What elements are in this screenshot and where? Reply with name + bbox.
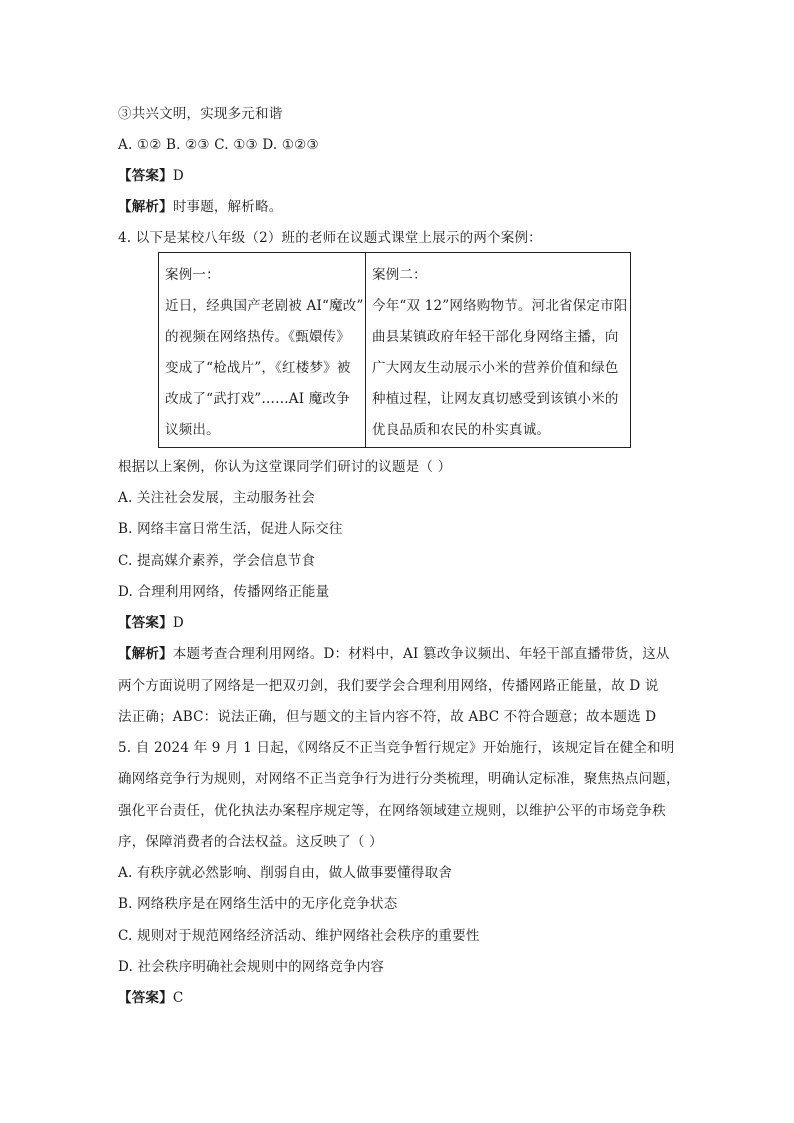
option-b: B. 网络丰富日常生活，促进人际交往 <box>118 521 343 537</box>
analysis-text: 本题考查合理利用网络。D：材料中，AI 篡改争议频出、年轻干部直播带货，这从 <box>172 646 670 662</box>
option-line-3: ③共兴文明，实现多元和谐 <box>118 106 283 122</box>
analysis-tag: 【解析】 <box>118 199 173 215</box>
analysis-line <box>118 644 670 664</box>
option-b: B. 网络秩序是在网络生活中的无序化竞争状态 <box>118 896 398 912</box>
answer-value: C <box>172 990 184 1006</box>
question-4-prompt: 根据以上案例，你认为这堂课同学们研讨的议题是（ ） <box>118 459 452 475</box>
answer-tag: 【答案】 <box>118 990 173 1006</box>
option-d: D. 社会秩序明确社会规则中的网络竞争内容 <box>118 959 385 975</box>
question-5-stem: 序，保障消费者的合法权益。这反映了（ ） <box>118 834 383 850</box>
option-a: A. 关注社会发展，主动服务社会 <box>118 490 316 506</box>
question-4-stem: 4. 以下是某校八年级（2）班的老师在议题式课堂上展示的两个案例： <box>118 230 542 246</box>
case-two-line: 曲县某镇政府年轻干部化身网络主播，向 <box>372 329 619 345</box>
case-one-cell <box>159 253 366 447</box>
option-d: D. 合理利用网络，传播网络正能量 <box>118 584 330 600</box>
analysis-text: 时事题，解析略。 <box>172 199 283 215</box>
case-table <box>158 252 631 448</box>
answer-line <box>118 613 184 633</box>
answer-tag: 【答案】 <box>118 615 173 631</box>
analysis-line <box>118 197 282 217</box>
answer-line <box>118 166 184 186</box>
answer-tag: 【答案】 <box>118 168 173 184</box>
case-one-line: 的视频在网络热传。《甄嬛传》 <box>165 329 351 345</box>
options-row: A. ①② B. ②③ C. ①③ D. ①②③ <box>118 137 319 153</box>
option-a: A. 有秩序就必然影响、削弱自由，做人做事要懂得取舍 <box>118 865 453 881</box>
question-5-stem: 强化平台责任，优化执法办案程序规定等，在网络领域建立规则，以维护公平的市场竞争秩 <box>118 803 666 819</box>
case-two-cell <box>366 253 630 447</box>
case-one-line: 改成了“武打戏”……AI 魔改争 <box>165 391 350 407</box>
analysis-line: 法正确；ABC：说法正确，但与题文的主旨内容不符，故 ABC 不符合题意；故本题选 D <box>118 709 657 725</box>
case-two-line: 种植过程，让网友真切感受到该镇小米的 <box>372 391 619 407</box>
case-one-line: 变成了“枪战片”，《红楼梦》被 <box>165 360 351 376</box>
question-5-stem: 确网络竞争行为规则，对网络不正当竞争行为进行分类梳理，明确认定标准，聚焦热点问题， <box>118 771 680 787</box>
analysis-line: 两个方面说明了网络是一把双刃剑，我们要学会合理利用网络，传播网路正能量，故 D 说 <box>118 678 659 694</box>
case-one-line: 议频出。 <box>165 422 220 438</box>
question-5-stem: 5. 自 2024 年 9 月 1 日起，《网络反不正当竞争暂行规定》开始施行，该规定旨在健全和明 <box>118 740 675 756</box>
option-c: C. 提高媒介素养，学会信息节食 <box>118 553 316 569</box>
option-c: C. 规则对于规范网络经济活动、维护网络社会秩序的重要性 <box>118 928 480 944</box>
analysis-tag: 【解析】 <box>118 646 173 662</box>
answer-value: D <box>172 168 184 184</box>
case-two-line: 今年“双 12”网络购物节。河北省保定市阳 <box>372 298 628 314</box>
case-one-line: 近日，经典国产老剧被 AI“魔改” <box>165 298 364 314</box>
case-two-title: 案例二： <box>372 267 427 283</box>
case-two-line: 广大网友生动展示小米的营养价值和绿色 <box>372 360 619 376</box>
case-two-line: 优良品质和农民的朴实真诚。 <box>372 422 551 438</box>
answer-value: D <box>172 615 184 631</box>
case-one-title: 案例一： <box>165 267 220 283</box>
answer-line <box>118 988 183 1008</box>
